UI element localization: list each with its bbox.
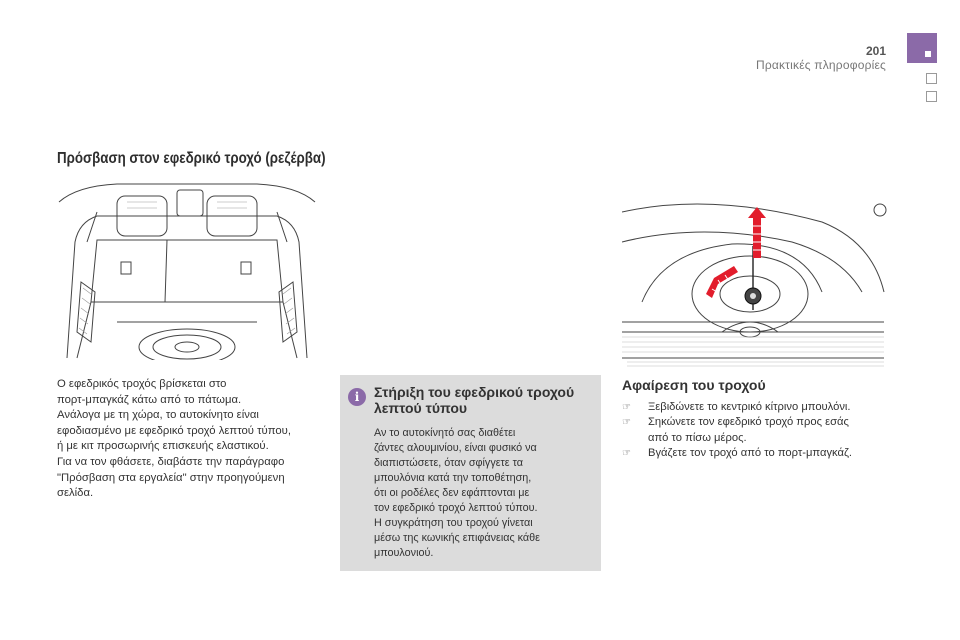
intro-line: Για να τον φθάσετε, διαβάστε την παράγραφο (57, 455, 285, 468)
intro-line: εφοδιασμένο με εφεδρικό τροχό λεπτού τύπου, (57, 424, 291, 437)
step-line: Σηκώνετε τον εφεδρικό τροχό προς εσάς (648, 416, 849, 429)
info-line: μέσω της κωνικής επιφάνειας κάθε (374, 532, 540, 544)
info-line: ότι οι ροδέλες δεν εφάπτονται με (374, 487, 530, 499)
step-line: από το πίσω μέρος. (648, 431, 747, 444)
info-line: ζάντες αλουμινίου, είναι φυσικό να (374, 442, 537, 454)
list-item (622, 415, 902, 446)
intro-line: πορτ-μπαγκάζ κάτω από το πάτωμα. (57, 393, 242, 406)
intro-line: Ο εφεδρικός τροχός βρίσκεται στο (57, 378, 227, 390)
list-item (622, 446, 902, 461)
trunk-illustration (57, 182, 317, 360)
spare-wheel-drawing (622, 182, 892, 368)
info-icon: i (348, 388, 366, 406)
spare-wheel-illustration (622, 182, 892, 368)
info-line: μπουλονιού. (374, 547, 434, 559)
intro-line: "Πρόσβαση στα εργαλεία" στην προηγούμενη (57, 471, 285, 484)
info-box-title: Στήριξη του εφεδρικού τροχού λεπτού τύπου (374, 384, 575, 416)
pointing-hand-icon: ☞ (622, 417, 631, 429)
info-line: Η συγκράτηση του τροχού γίνεται (374, 517, 533, 529)
trunk-drawing (57, 182, 317, 360)
chapter-tab-box (926, 91, 937, 102)
pointing-hand-icon: ☞ (622, 402, 631, 413)
chapter-tab-marker (907, 33, 937, 63)
intro-paragraph (57, 377, 327, 502)
info-box (340, 375, 601, 571)
section-title: Πρακτικές πληροφορίες (755, 58, 886, 72)
intro-line: Ανάλογα με τη χώρα, το αυτοκίνητο είναι (57, 409, 259, 422)
list-item (622, 400, 902, 415)
removal-steps-list (622, 400, 902, 462)
step-line: Ξεβιδώνετε το κεντρικό κίτρινο μπουλόνι. (648, 401, 851, 413)
info-line: τον εφεδρικό τροχό λεπτού τύπου. (374, 502, 538, 514)
page-title: Πρόσβαση στον εφεδρικό τροχό (ρεζέρβα) (57, 150, 326, 167)
intro-line: σελίδα. (57, 487, 94, 500)
intro-line: ή με κιτ προσωρινής επισκευής ελαστικού. (57, 440, 269, 453)
info-box-body (374, 426, 598, 561)
step-line: Βγάζετε τον τροχό από το πορτ-μπαγκάζ. (648, 447, 853, 460)
info-line: μπουλόνια κατά την τοποθέτηση, (374, 472, 532, 484)
removal-title: Αφαίρεση του τροχού (622, 377, 766, 393)
pointing-hand-icon: ☞ (622, 448, 631, 460)
tab-dot (925, 51, 931, 57)
chapter-tab-box (926, 73, 937, 84)
info-line: Αν το αυτοκίνητό σας διαθέτει (374, 427, 516, 439)
info-line: διαπιστώσετε, όταν σφίγγετε τα (374, 457, 523, 469)
page-number: 201 (865, 44, 886, 58)
